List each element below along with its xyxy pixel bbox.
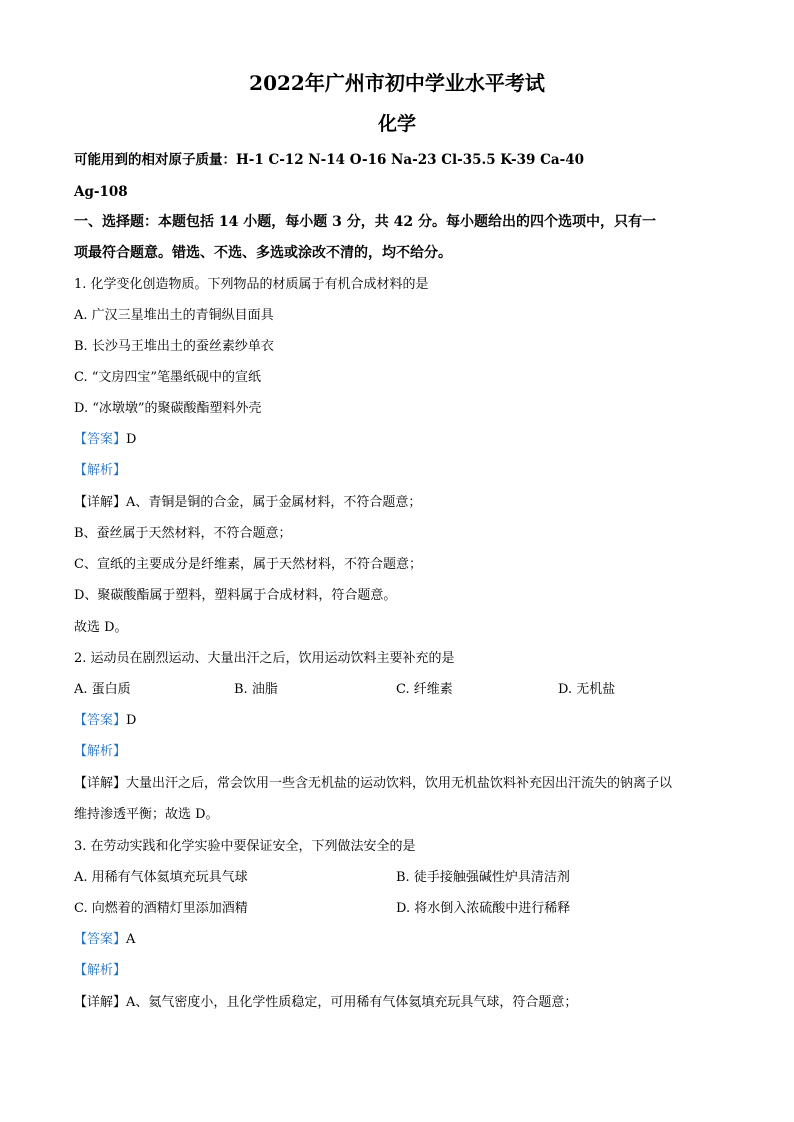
q2-detail-2: 维持渗透平衡；故选 D。 <box>74 807 219 822</box>
section-header-line-1: 一、选择题：本题包括 14 小题，每小题 3 分，共 42 分。每小题给出的四个选项中，只有一 <box>74 214 656 230</box>
subject-title: 化学 <box>377 113 416 135</box>
q2-option-c: C. 纤维素 <box>396 682 453 697</box>
q2-detail-1: 【详解】大量出汗之后，常会饮用一些含无机盐的运动饮料，饮用无机盐饮料补充因出汗流失的钠离子以 <box>74 776 673 791</box>
answer-value: D <box>126 713 137 728</box>
atomic-mass-line-2: Ag-108 <box>74 184 128 200</box>
q2-option-b: B. 油脂 <box>234 682 278 697</box>
analysis-tag: 【解析】 <box>74 463 127 478</box>
q2-option-a: A. 蛋白质 <box>74 682 131 697</box>
q3-option-d: D. 将水倒入浓硫酸中进行稀释 <box>396 901 571 916</box>
exam-title: 2022年广州市初中学业水平考试 <box>249 71 545 95</box>
q3-option-c: C. 向燃着的酒精灯里添加酒精 <box>74 901 248 916</box>
q1-detail-2: B、蚕丝属于天然材料，不符合题意； <box>74 526 292 541</box>
q3-detail-1: 【详解】A、氦气密度小，且化学性质稳定，可用稀有气体氦填充玩具气球，符合题意； <box>74 995 578 1010</box>
answer-tag: 【答案】 <box>74 713 127 728</box>
detail-tag: 【详解】 <box>74 776 127 791</box>
q3-option-b: B. 徒手接触强碱性炉具清洁剂 <box>396 870 570 885</box>
q1-stem: 1. 化学变化创造物质。下列物品的材质属于有机合成材料的是 <box>74 277 429 292</box>
answer-value: D <box>126 432 137 447</box>
q3-stem: 3. 在劳动实践和化学实验中要保证安全，下列做法安全的是 <box>74 839 416 854</box>
q1-option-c: C. “文房四宝”笔墨纸砚中的宣纸 <box>74 370 262 385</box>
q1-detail-4: D、聚碳酸酯属于塑料，塑料属于合成材料，符合题意。 <box>74 588 397 603</box>
detail-tag: 【详解】 <box>74 995 127 1010</box>
q1-answer <box>74 431 136 449</box>
q1-option-a: A. 广汉三星堆出土的青铜纵目面具 <box>74 308 274 323</box>
q1-conclusion: 故选 D。 <box>74 620 128 635</box>
q2-analysis <box>74 743 126 761</box>
q2-option-d: D. 无机盐 <box>558 682 616 697</box>
answer-tag: 【答案】 <box>74 432 127 447</box>
detail-tag: 【详解】 <box>74 495 127 510</box>
section-header-line-2: 项最符合题意。错选、不选、多选或涂改不清的，均不给分。 <box>74 245 452 261</box>
q2-answer <box>74 712 136 730</box>
answer-value: A <box>126 932 136 947</box>
answer-tag: 【答案】 <box>74 932 127 947</box>
q1-detail-3: C、宣纸的主要成分是纤维素，属于天然材料，不符合题意； <box>74 557 422 572</box>
analysis-tag: 【解析】 <box>74 744 127 759</box>
analysis-tag: 【解析】 <box>74 963 127 978</box>
q1-option-d: D. “冰墩墩”的聚碳酸酯塑料外壳 <box>74 401 262 416</box>
atomic-mass-line-1: 可能用到的相对原子质量：H-1 C-12 N-14 O-16 Na-23 Cl-35.5 K-39 Ca-40 <box>74 152 585 168</box>
q3-option-a: A. 用稀有气体氦填充玩具气球 <box>74 870 248 885</box>
q2-stem: 2. 运动员在剧烈运动、大量出汗之后，饮用运动饮料主要补充的是 <box>74 651 455 666</box>
q1-option-b: B. 长沙马王堆出土的蚕丝素纱单衣 <box>74 339 274 354</box>
q3-answer <box>74 931 135 949</box>
q3-analysis <box>74 962 126 980</box>
q1-detail-1: 【详解】A、青铜是铜的合金，属于金属材料，不符合题意； <box>74 495 422 510</box>
q1-analysis <box>74 462 126 480</box>
